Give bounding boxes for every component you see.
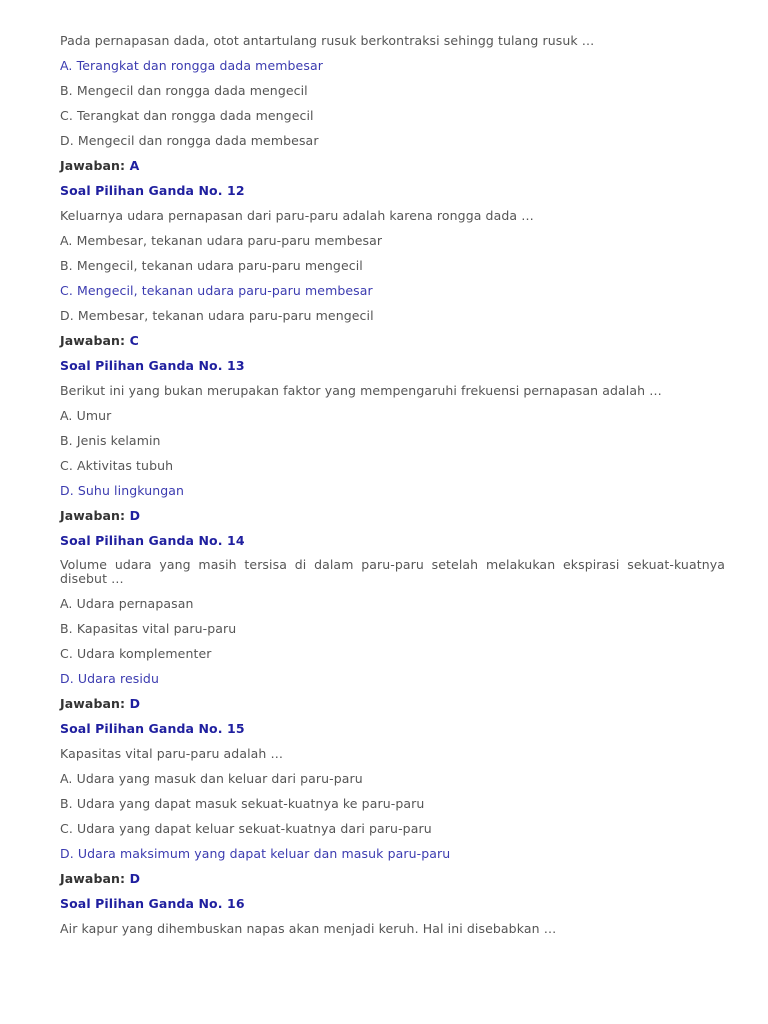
question-text: Keluarnya udara pernapasan dari paru-paru adalah karena rongga dada … [60,208,534,223]
answer-option: D. Mengecil dan rongga dada membesar [60,133,319,148]
answer-key [60,871,725,886]
answer-option: B. Mengecil dan rongga dada mengecil [60,83,308,98]
answer-option: C. Terangkat dan rongga dada mengecil [60,108,314,123]
question-heading: Soal Pilihan Ganda No. 14 [60,533,245,548]
answer-key-letter: C [129,333,139,348]
question-text: Air kapur yang dihembuskan napas akan menjadi keruh. Hal ini disebabkan … [60,921,557,936]
answer-key-letter: D [129,508,141,523]
answer-key-label: Jawaban: [60,158,130,173]
question-text: Kapasitas vital paru-paru adalah … [60,746,284,761]
answer-option: B. Kapasitas vital paru-paru [60,621,237,636]
answer-key-letter: D [129,696,141,711]
answer-key-label: Jawaban: [60,871,130,886]
answer-option: C. Udara yang dapat keluar sekuat-kuatnya dari paru-paru [60,821,432,836]
answer-option-correct: C. Mengecil, tekanan udara paru-paru membesar [60,283,373,298]
answer-option: B. Mengecil, tekanan udara paru-paru mengecil [60,258,363,273]
answer-option: C. Udara komplementer [60,646,212,661]
answer-option: C. Aktivitas tubuh [60,458,174,473]
question-heading: Soal Pilihan Ganda No. 16 [60,896,245,911]
answer-key-letter: A [129,158,140,173]
answer-option: A. Udara pernapasan [60,596,194,611]
answer-key [60,696,725,711]
answer-key-label: Jawaban: [60,333,130,348]
question-heading: Soal Pilihan Ganda No. 12 [60,183,245,198]
question-heading: Soal Pilihan Ganda No. 13 [60,358,245,373]
answer-option: B. Udara yang dapat masuk sekuat-kuatnya ke paru-paru [60,796,425,811]
question-text: Berikut ini yang bukan merupakan faktor yang mempengaruhi frekuensi pernapasan adalah … [60,383,662,398]
answer-key [60,508,725,523]
quiz-content [60,33,725,946]
answer-key-letter: D [129,871,141,886]
answer-key [60,158,725,173]
question-text: Pada pernapasan dada, otot antartulang rusuk berkontraksi sehingg tulang rusuk … [60,33,595,48]
answer-option: A. Udara yang masuk dan keluar dari paru-paru [60,771,363,786]
answer-option: A. Membesar, tekanan udara paru-paru membesar [60,233,383,248]
answer-option: D. Membesar, tekanan udara paru-paru mengecil [60,308,374,323]
answer-option: B. Jenis kelamin [60,433,161,448]
answer-option-correct: D. Suhu lingkungan [60,483,185,498]
answer-option-correct: D. Udara residu [60,671,159,686]
answer-option-correct: D. Udara maksimum yang dapat keluar dan masuk paru-paru [60,846,451,861]
answer-key-label: Jawaban: [60,696,130,711]
question-heading: Soal Pilihan Ganda No. 15 [60,721,245,736]
answer-option-correct: A. Terangkat dan rongga dada membesar [60,58,323,73]
question-text: Volume udara yang masih tersisa di dalam paru-paru setelah melakukan ekspirasi sekuat-kuatnya disebut … [60,557,725,586]
answer-option: A. Umur [60,408,112,423]
answer-key [60,333,725,348]
answer-key-label: Jawaban: [60,508,130,523]
